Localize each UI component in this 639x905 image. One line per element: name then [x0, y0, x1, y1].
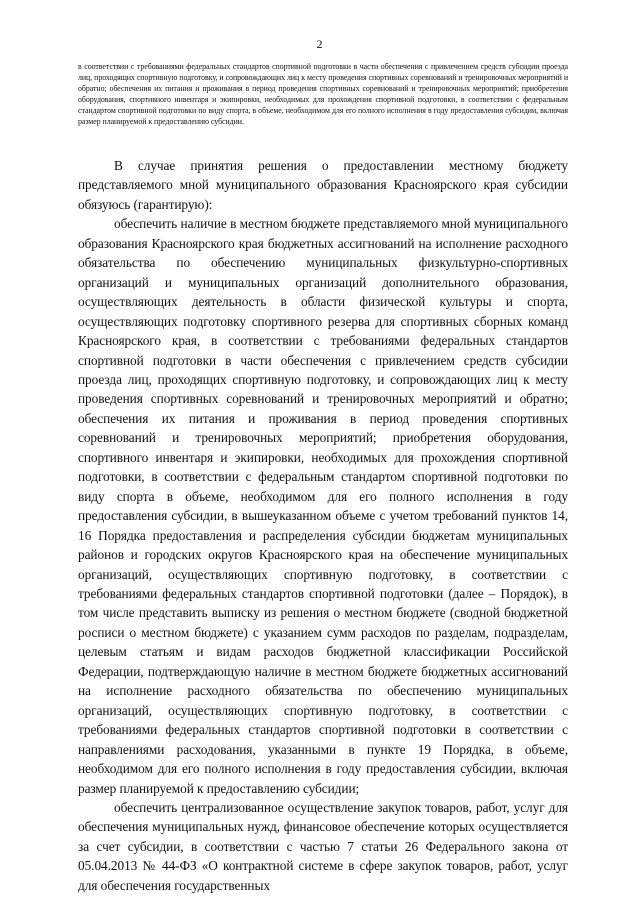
body-text [78, 156, 568, 895]
paragraph-budget-obligation: обеспечить наличие в местном бюджете представляемого мной муниципального образования Красноярского края бюджетных ассигнований на исполнение расходного обязательства по обеспечению муниципальных физкультурно-спортивных организаций и муниципальных организаций дополнительного образования, осуществляющих деятельность в области физической культуры и спорта, осуществляющих подготовку спортивного резерва для спортивных сборных команд Красноярского края, в соответствии с требованиями федеральных стандартов спортивной подготовки в части обеспечения с привлечением средств субсидии проезда лиц, проходящих спортивную подготовку, и сопровождающих лиц к месту проведения спортивных соревнований и тренировочных мероприятий и обратно; обеспечения их питания и проживания в период проведения спортивных соревнований и тренировочных мероприятий; приобретения оборудования, спортивного инвентаря и экипировки, необходимых для прохождения спортивной подготовки, в соответствии с федеральным стандартом спортивной подготовки по виду спорта в объеме, необходимом для его полного исполнения в году предоставления субсидии, в вышеуказанном объеме с учетом требований пунктов 14, 16 Порядка предоставления и распределения субсидии бюджетам муниципальных районов и городских округов Красноярского края на обеспечение муниципальных организаций, осуществляющих спортивную подготовку, в соответствии с требованиями федеральных стандартов спортивной подготовки (далее – Порядок), в том числе представить выписку из решения о местном бюджете (сводной бюджетной росписи о местном бюджете) с указанием сумм расходов по разделам, подразделам, целевым статьям и видам расходов бюджетной классификации Российской Федерации, подтверждающую наличие в местном бюджете бюджетных ассигнований на исполнение расходного обязательства по обеспечению муниципальных организаций, осуществляющих спортивную подготовку, в соответствии с требованиями федеральных стандартов спортивной подготовки в соответствии с направлениями расходования, указанными в пункте 19 Порядка, в объеме, необходимом для его полного исполнения в году предоставления субсидии, включая размер планируемой к предоставлению субсидии; [78, 216, 568, 796]
footnote-text: в соответствии с требованиями федеральных стандартов спортивной подготовки в части обеспечения с привлечением средств субсидии проезда лиц, проходящих спортивную подготовку, и сопровождающих лиц к месту проведения спортивных соревнований и тренировочных мероприятий и обратно; обеспечения их питания и проживания в период проведения спортивных соревнований и тренировочных мероприятий; приобретения оборудования, спортивного инвентаря и экипировки, необходимых для прохождения спортивной подготовки, в соответствии с федеральным стандартом спортивной подготовки по виду спорта, в объеме, необходимом для его полного исполнения в году предоставления субсидии, включая размер планируемой к предоставлению субсидии. [78, 62, 568, 126]
page-number: 2 [316, 37, 323, 51]
paragraph-procurement: обеспечить централизованное осуществление закупок товаров, работ, услуг для обеспечения муниципальных нужд, финансовое обеспечение которых осуществляется за счет субсидии, в соответствии с частью 7 статьи 26 Федерального закона от 05.04.2013 № 44-ФЗ «О контрактной системе в сфере закупок товаров, работ, услуг для обеспечения государственных [78, 799, 568, 893]
paragraph-guarantee-intro: В случае принятия решения о предоставлении местному бюджету представляемого мной муниципального образования Красноярского края субсидии обязуюсь (гарантирую): [78, 158, 568, 212]
